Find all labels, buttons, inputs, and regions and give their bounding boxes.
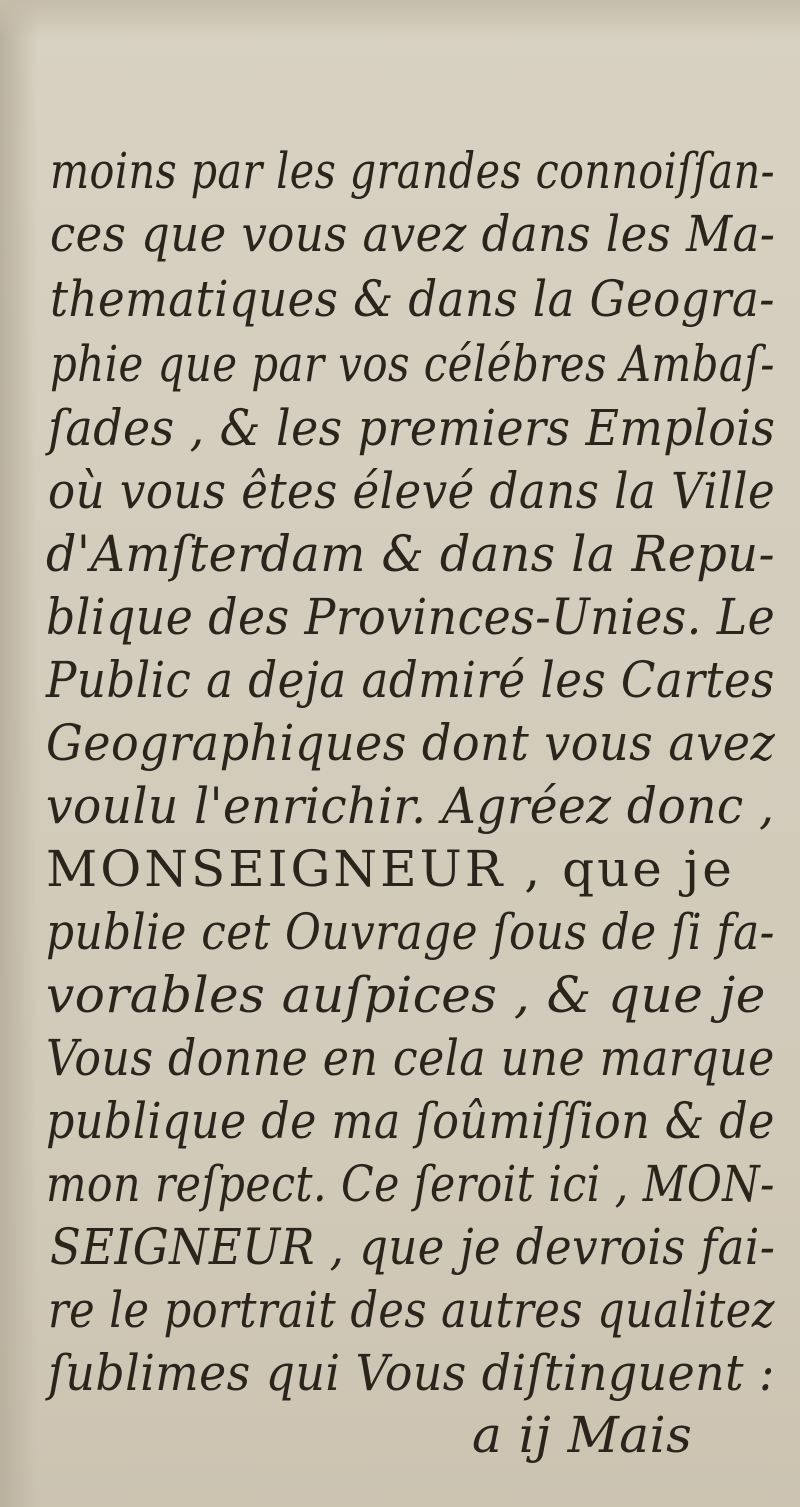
text-line: thematiques & dans la Geogra-: [50, 270, 775, 328]
text-line: Vous donne en cela une marque: [46, 1029, 775, 1087]
text-line: ſublimes qui Vous diſtinguent :: [48, 1344, 775, 1402]
text-line: mon reſpect. Ce ſeroit ici , MON-: [46, 1155, 775, 1213]
text-line: publique de ma ſoûmiſſion & de: [46, 1092, 775, 1150]
text-line: voulu l'enrichir. Agréez donc ,: [46, 777, 775, 835]
text-line: moins par les grandes connoiſſan-: [50, 142, 776, 200]
text-line: vorables auſpices , & que je: [46, 966, 766, 1024]
text-line: blique des Provinces-Unies. Le: [46, 588, 776, 646]
text-line-address: MONSEIGNEUR , que je: [46, 840, 735, 898]
text-line: ſades , & les premiers Emplois: [48, 399, 776, 457]
text-line: phie que par vos célébres Ambaſ-: [50, 335, 775, 393]
text-line: d'Amſterdam & dans la Repu-: [46, 525, 776, 583]
text-line: où vous êtes élevé dans la Ville: [48, 462, 776, 520]
signature-catchword: a ij Mais: [472, 1406, 693, 1464]
text-line: publie cet Ouvrage ſous de ſi fa-: [46, 903, 775, 961]
text-line: re le portrait des autres qualitez: [48, 1281, 775, 1339]
text-line: SEIGNEUR , que je devrois fai-: [50, 1218, 776, 1276]
text-line: ces que vous avez dans les Ma-: [50, 205, 776, 263]
text-line: Public a deja admiré les Cartes: [46, 651, 775, 709]
text-line: Geographiques dont vous avez: [46, 714, 776, 772]
